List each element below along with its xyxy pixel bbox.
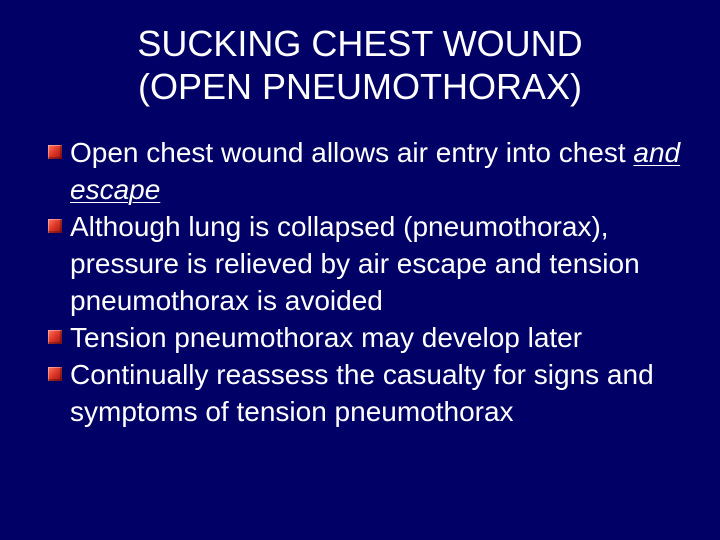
square-bullet-icon (48, 145, 62, 159)
slide-title (40, 22, 680, 108)
title-line-2: (OPEN PNEUMOTHORAX) (137, 66, 583, 107)
bullet-item-1 (48, 134, 708, 208)
square-bullet-icon (48, 367, 62, 381)
bullet-text-4: Continually reassess the casualty for signs and symptoms of tension pneumothorax (70, 359, 654, 427)
bullet-item-2 (48, 208, 708, 319)
bullet-text-2: Although lung is collapsed (pneumothorax), pressure is relieved by air escape and tension pneumothorax is avoided (70, 211, 640, 316)
bullet-item-3 (48, 319, 708, 356)
bullet-text-3: Tension pneumothorax may develop later (70, 322, 583, 353)
title-line-1: SUCKING CHEST WOUND (137, 23, 583, 64)
bullet-item-4 (48, 356, 708, 430)
square-bullet-icon (48, 219, 62, 233)
bullet-list (48, 134, 708, 430)
bullet-emphasis-1: and escape (70, 137, 681, 205)
bullet-text-1: Open chest wound allows air entry into chest (70, 137, 634, 168)
square-bullet-icon (48, 330, 62, 344)
